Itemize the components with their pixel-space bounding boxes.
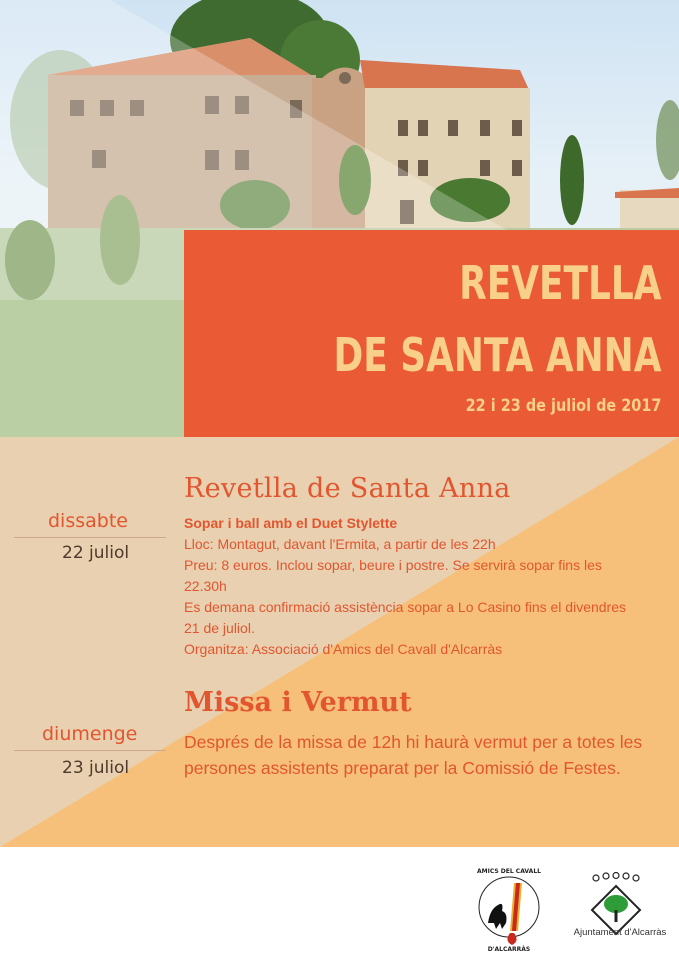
svg-text:AMICS DEL CAVALL: AMICS DEL CAVALL xyxy=(477,868,541,875)
ajuntament-alcarras-logo xyxy=(580,861,660,953)
event-title-missa: Missa i Vermut xyxy=(184,687,412,718)
day-name-sunday: diumenge xyxy=(42,723,138,745)
footer xyxy=(0,847,679,960)
amics-del-cavall-logo xyxy=(474,861,544,953)
day-divider xyxy=(14,750,166,751)
event-organizer: Organitza: Associació d'Amics del Cavall d'Alcarràs xyxy=(184,641,503,657)
title-dates: 22 i 23 de juliol de 2017 xyxy=(465,396,661,416)
event-location: Lloc: Montagut, davant l'Ermita, a partir de les 22h xyxy=(184,536,496,552)
event-subtitle: Sopar i ball amb el Duet Stylette xyxy=(184,515,398,531)
program-section xyxy=(0,437,679,847)
event-price: Preu: 8 euros. Inclou sopar, beure i postre. Se servirà sopar fins les 22.30h xyxy=(184,557,602,594)
event-details-missa: Després de la missa de 12h hi haurà vermut per a totes les persones assistents preparat per la Comissió de Festes. xyxy=(184,732,643,778)
title-line-1: REVETLLA xyxy=(458,256,661,310)
title-line-2: DE SANTA ANNA xyxy=(333,328,661,382)
day-name-saturday: dissabte xyxy=(48,510,128,532)
day-date-saturday: 22 juliol xyxy=(62,543,130,563)
day-divider xyxy=(14,537,166,538)
ajuntament-label: Ajuntament d'Alcarràs xyxy=(573,927,667,938)
day-date-sunday: 23 juliol xyxy=(62,758,130,778)
title-block xyxy=(184,230,679,438)
event-confirmation: Es demana confirmació assistència sopar a Lo Casino fins el divendres 21 de juliol. xyxy=(184,599,627,636)
event-title-revetlla: Revetlla de Santa Anna xyxy=(184,473,511,504)
svg-text:D'ALCARRÀS: D'ALCARRÀS xyxy=(487,946,531,953)
event-details-revetlla xyxy=(184,513,644,660)
